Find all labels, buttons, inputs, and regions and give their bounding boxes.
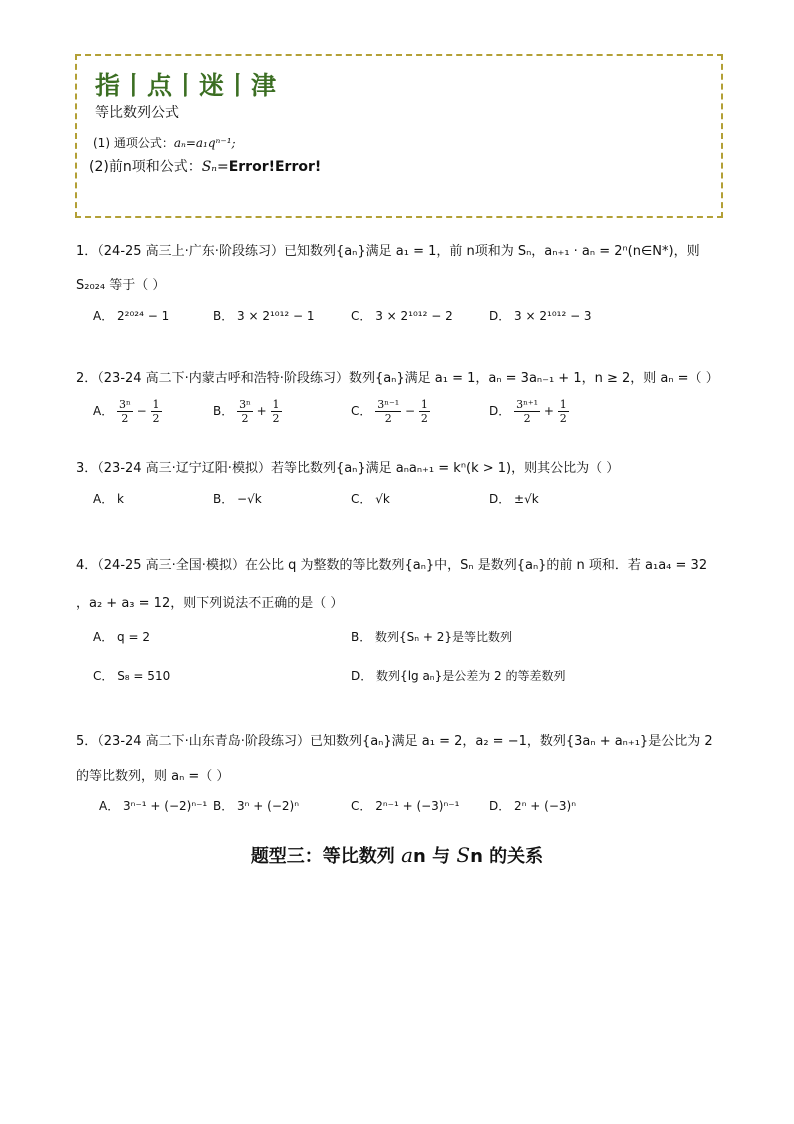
question-1-option-c: C． 3 × 2¹⁰¹² − 2 [351, 309, 453, 323]
question-2-option-a [93, 398, 162, 425]
question-3-option-c: C． √k [351, 492, 390, 506]
question-2-line1: 2．（23-24 高二下·内蒙古呼和浩特·阶段练习）数列{aₙ}满足 a₁ = 1，aₙ = 3aₙ₋₁ + 1，n ≥ 2，则 aₙ =（ ） [76, 371, 719, 386]
question-2-option-b [213, 398, 282, 425]
question-1-option-a: A． 2²⁰²⁴ − 1 [93, 309, 170, 323]
fraction [558, 398, 569, 425]
operator: − [136, 404, 147, 418]
denominator: 2 [152, 412, 160, 425]
numerator: 1 [420, 398, 428, 411]
denominator: 2 [523, 412, 531, 425]
option-label: B． [213, 404, 234, 418]
question-2-option-d [489, 398, 569, 425]
denominator: 2 [241, 412, 249, 425]
question-4-line2: ，a₂ + a₃ = 12，则下列说法不正确的是（ ） [76, 596, 344, 611]
heading-a: a [401, 843, 414, 867]
heading-prefix: 题型三：等比数列 [250, 846, 402, 867]
numerator: 1 [152, 398, 160, 411]
denominator: 2 [559, 412, 567, 425]
tip-subtitle: 等比数列公式 [95, 105, 179, 121]
fraction [419, 398, 430, 425]
numerator: 3ⁿ [119, 398, 131, 411]
question-1-line2: S₂₀₂₄ 等于（ ） [76, 278, 166, 293]
question-5-option-c: C． 2ⁿ⁻¹ + (−3)ⁿ⁻¹ [351, 799, 460, 813]
question-4-line1: 4．（24-25 高三·全国·模拟）在公比 q 为整数的等比数列{aₙ}中，Sₙ 是数列{aₙ}的前 n 项和．若 a₁a₄ = 32 [76, 558, 708, 573]
tip-title: 指丨点丨迷丨津 [95, 71, 278, 100]
question-5-line1: 5．（23-24 高二下·山东青岛·阶段练习）已知数列{aₙ}满足 a₁ = 2，a₂ = −1，数列{3aₙ + aₙ₊₁}是公比为 2 [76, 734, 713, 749]
fraction [117, 398, 133, 425]
question-4-option-b: B． 数列{Sₙ + 2}是等比数列 [351, 630, 513, 644]
numerator: 3ⁿ⁻¹ [377, 398, 400, 411]
question-5-option-a: A． 3ⁿ⁻¹ + (−2)ⁿ⁻¹ [99, 799, 208, 813]
fraction [237, 398, 253, 425]
heading-mid: n 与 [413, 846, 457, 867]
operator: − [405, 404, 416, 418]
fraction [514, 398, 540, 425]
tip-formula-sum [89, 156, 321, 176]
question-5-option-d: D． 2ⁿ + (−3)ⁿ [489, 799, 576, 813]
option-label: D． [489, 404, 511, 418]
question-1-line1: 1．（24-25 高三上·广东·阶段练习）已知数列{aₙ}满足 a₁ = 1，前 n项和为 Sₙ，aₙ₊₁ · aₙ = 2ⁿ(n∈N*)，则 [76, 244, 700, 259]
tip-line2-formula: Sₙ= [201, 159, 229, 175]
denominator: 2 [272, 412, 280, 425]
numerator: 3ⁿ⁺¹ [516, 398, 539, 411]
option-label: A． [93, 404, 114, 418]
question-3-option-b: B． −√k [213, 492, 262, 506]
question-4-option-d: D． 数列{lg aₙ}是公差为 2 的等差数列 [351, 669, 566, 683]
question-5-option-b: B． 3ⁿ + (−2)ⁿ [213, 799, 299, 813]
denominator: 2 [420, 412, 428, 425]
fraction [151, 398, 162, 425]
question-4-option-a: A． q = 2 [93, 630, 150, 644]
fraction [375, 398, 401, 425]
numerator: 1 [559, 398, 567, 411]
option-label: C． [351, 404, 372, 418]
tip-formula-general [93, 134, 236, 151]
operator: + [543, 404, 554, 418]
question-1-option-b: B． 3 × 2¹⁰¹² − 1 [213, 309, 315, 323]
question-1-option-d: D． 3 × 2¹⁰¹² − 3 [489, 309, 592, 323]
operator: + [256, 404, 267, 418]
tip-box [75, 54, 723, 218]
heading-s: S [456, 843, 471, 867]
question-3-option-a: A． k [93, 492, 124, 506]
tip-line2-prefix: (2)前n项和公式： [89, 159, 202, 175]
tip-line1-prefix: (1) 通项公式： [93, 136, 174, 150]
numerator: 1 [272, 398, 280, 411]
question-3-option-d: D． ±√k [489, 492, 539, 506]
question-3-line1: 3．（23-24 高三·辽宁辽阳·模拟）若等比数列{aₙ}满足 aₙaₙ₊₁ = kⁿ(k > 1)，则其公比为（ ） [76, 461, 620, 476]
denominator: 2 [121, 412, 129, 425]
question-4-option-c: C． S₈ = 510 [93, 669, 171, 683]
fraction [271, 398, 282, 425]
question-2-option-c [351, 398, 430, 425]
section-heading [0, 842, 794, 868]
denominator: 2 [384, 412, 392, 425]
heading-suffix: n 的关系 [470, 846, 544, 867]
tip-line1-formula: aₙ=a₁qⁿ⁻¹; [173, 136, 236, 150]
question-5-line2: 的等比数列，则 aₙ =（ ） [76, 769, 230, 784]
tip-line2-error: Error!Error! [228, 159, 322, 175]
numerator: 3ⁿ [239, 398, 251, 411]
